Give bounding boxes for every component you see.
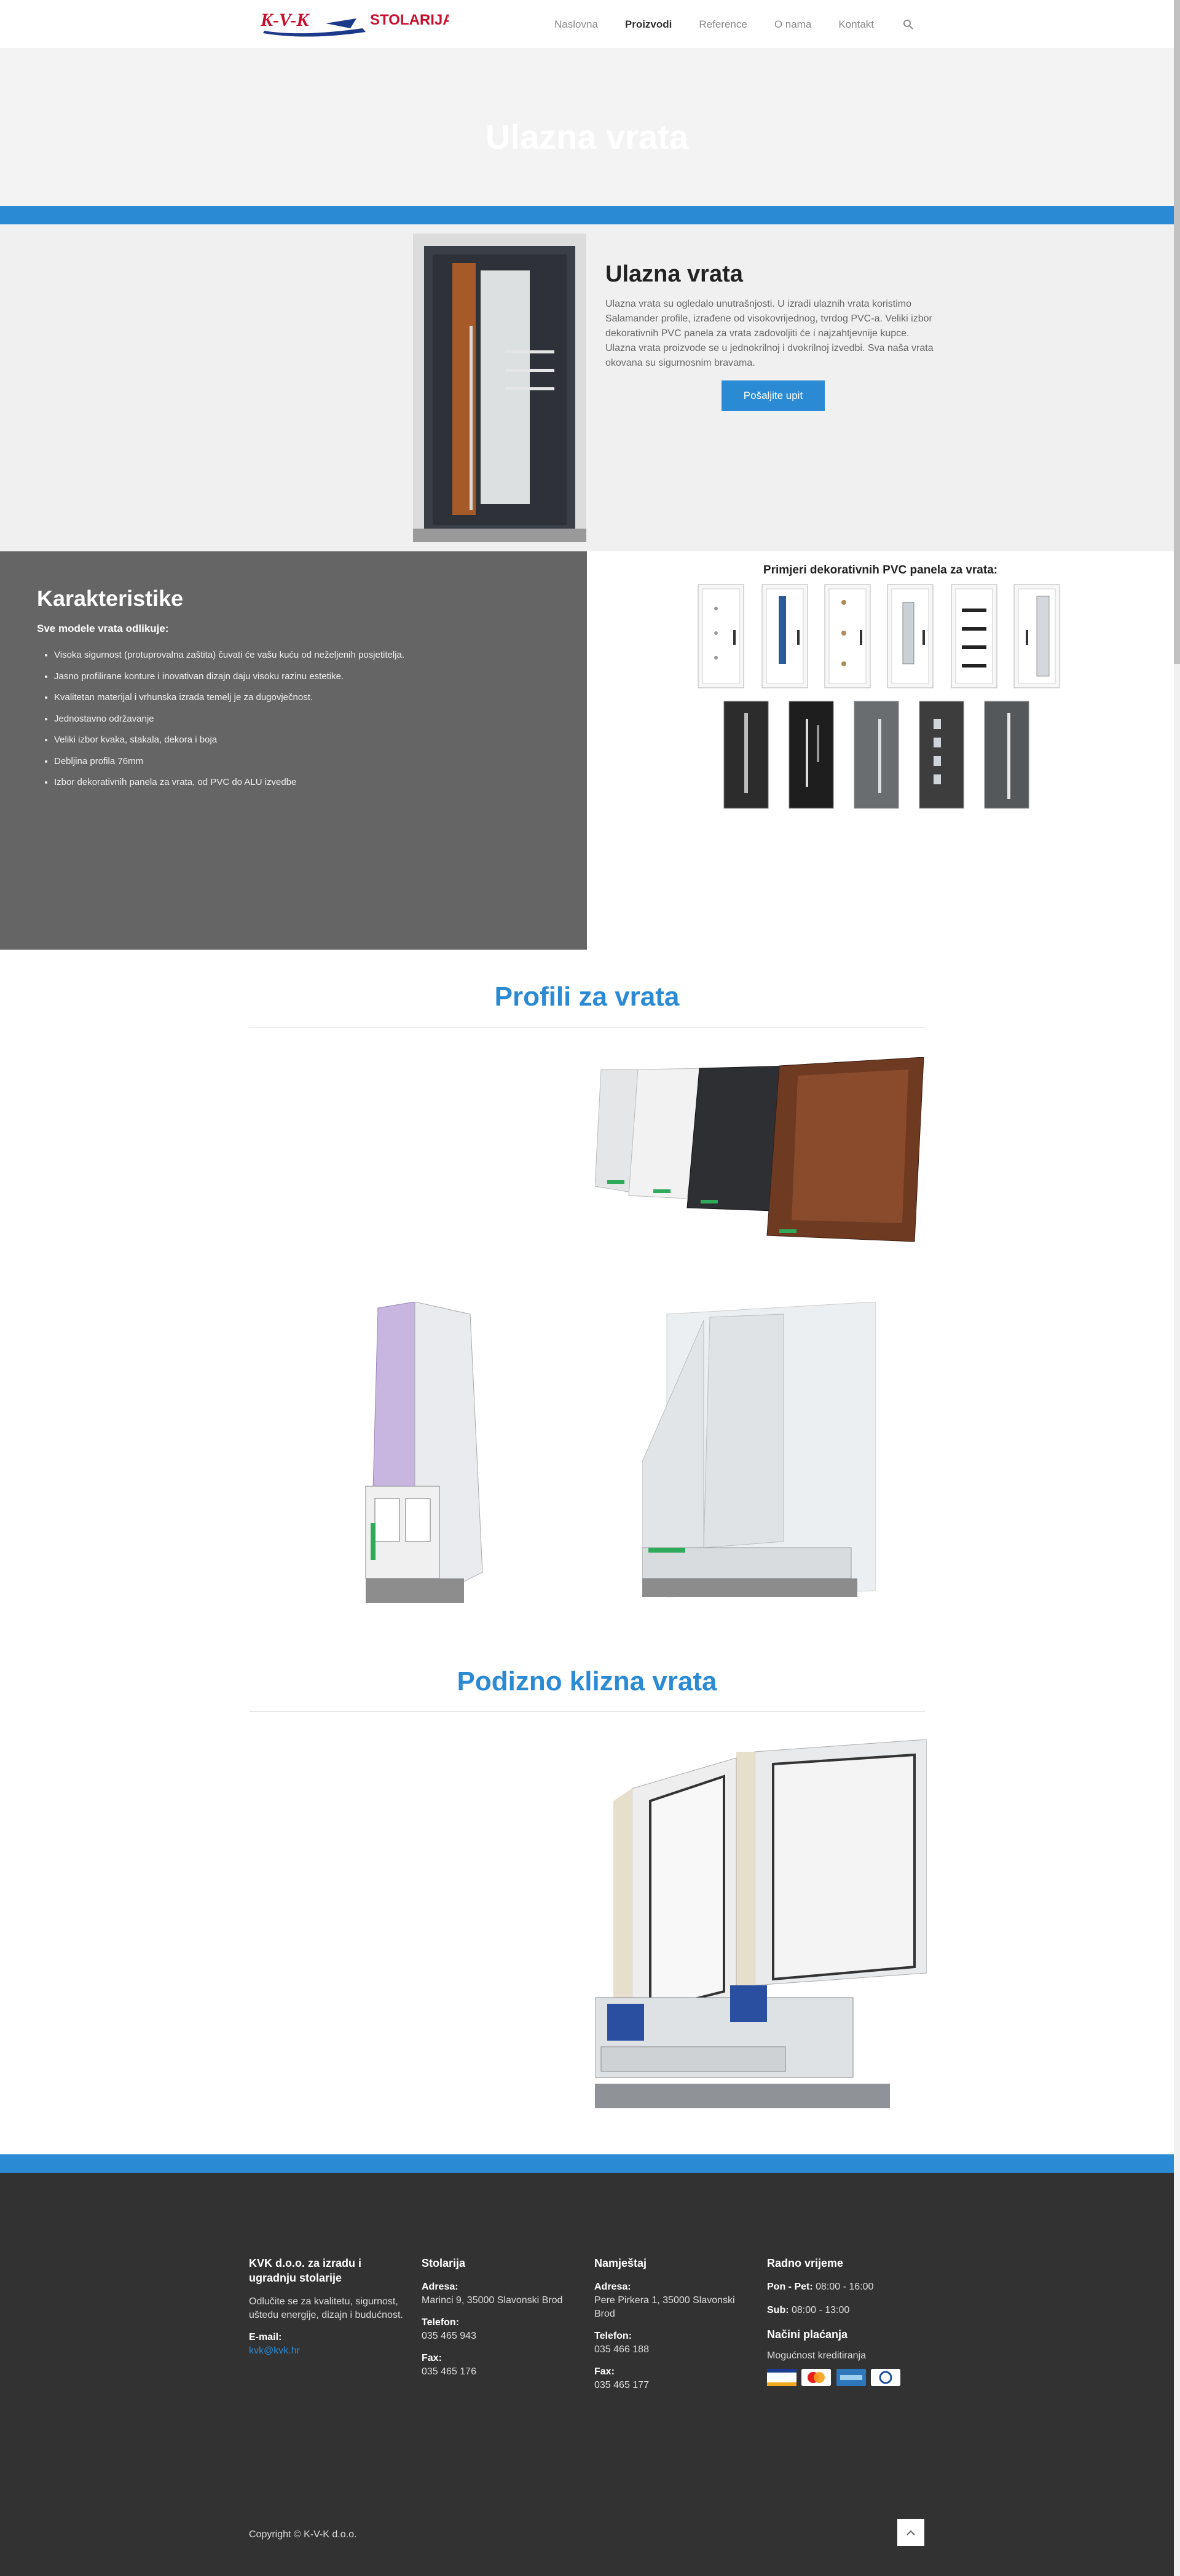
characteristics-title: Karakteristike <box>37 586 184 611</box>
svg-text:STOLARIJA: STOLARIJA <box>370 12 449 28</box>
visa-card-icon <box>767 2369 796 2386</box>
weekday-label: Pon - Pet: <box>767 2282 813 2292</box>
list-item: • Jasno profilirane konture i inovativan dizajn daju visoku razinu estetike. <box>54 666 564 688</box>
characteristics-subtitle: Sve modele vrata odlikuje: <box>37 623 169 634</box>
door-panel-thumbnail <box>951 584 997 691</box>
footer-phone-label: Telefon: <box>422 2317 460 2328</box>
footer-hours-column <box>767 2256 927 2386</box>
copyright-text: Copyright © K-V-K d.o.o. <box>249 2529 357 2540</box>
site-header <box>0 0 1180 49</box>
mastercard-icon <box>801 2369 831 2386</box>
profile-colors-image <box>595 1057 927 1250</box>
saturday-label: Sub: <box>767 2305 789 2315</box>
footer-phone: 035 466 188 <box>594 2344 649 2355</box>
sliding-doors-title: Podizno klizna vrata <box>457 1666 717 1696</box>
door-panel-thumbnail <box>1013 584 1060 691</box>
footer-email-label: E-mail: <box>249 2332 282 2342</box>
payments-title: Načini plaćanja <box>767 2328 848 2341</box>
svg-text:K-V-K: K-V-K <box>261 10 309 30</box>
footer-address: Marinci 9, 35000 Slavonski Brod <box>422 2295 563 2306</box>
door-panel-thumbnail <box>698 584 744 691</box>
footer-fax: 035 465 177 <box>594 2380 649 2390</box>
door-panel-thumbnail <box>789 701 834 811</box>
footer-stolarija-title: Stolarija <box>422 2257 466 2269</box>
list-item: • Jednostavno održavanje <box>54 709 564 730</box>
list-item: • Izbor dekorativnih panela za vrata, od PVC do ALU izvedbe <box>54 772 564 794</box>
nav-naslovna[interactable]: Naslovna <box>554 18 598 30</box>
footer-address: Pere Pirkera 1, 35000 Slavonski Brod <box>594 2295 735 2319</box>
footer-fax-label: Fax: <box>594 2366 615 2377</box>
door-panel-thumbnail <box>887 584 934 691</box>
lift-slide-door-profile-image <box>595 1739 927 2129</box>
footer-email-link[interactable]: kvk@kvk.hr <box>249 2346 300 2356</box>
panels-title: Primjeri dekorativnih PVC panela za vrata: <box>763 564 998 577</box>
page-scrollbar[interactable] <box>1174 0 1180 2576</box>
footer-address-label: Adresa: <box>594 2282 631 2292</box>
footer-address-label: Adresa: <box>422 2282 458 2292</box>
footer-company-column <box>249 2256 409 2358</box>
list-item: • Kvalitetan materijal i vrhunska izrada temelj je za dugovječnost. <box>54 687 564 709</box>
site-footer <box>0 2173 1174 2576</box>
footer-phone-label: Telefon: <box>594 2331 632 2341</box>
payment-cards <box>767 2369 927 2386</box>
section-divider <box>249 1027 925 1028</box>
door-profile-corner-image <box>642 1302 876 1612</box>
weekday-hours: 08:00 - 16:00 <box>816 2282 874 2292</box>
intro-text: Ulazna vrata su ogledalo unutrašnjosti. U izradi ulaznih vrata koristimo Salamander profile, izrađene od visokovrijednog, tvrdog PVC-a. Veliki izbor dekorativnih PVC panela za vrata zadovoljiti će i najzahtjevnije kupce. Ulazna vrata proizvode se u jednokrilnoj i dvokrilnoj izvedbi. Sva naša vrata okovana su sigurnosnim bravama. <box>605 299 934 368</box>
footer-namjestaj-column <box>594 2256 754 2392</box>
door-panel-thumbnail <box>723 701 769 811</box>
back-to-top-button[interactable] <box>897 2519 924 2546</box>
nav-reference[interactable]: Reference <box>699 18 747 30</box>
search-icon[interactable] <box>896 0 921 49</box>
send-inquiry-button[interactable]: Pošaljite upit <box>722 380 825 411</box>
door-panels-gallery <box>587 551 1174 950</box>
characteristics-panel <box>0 551 587 950</box>
saturday-hours: 08:00 - 13:00 <box>792 2305 850 2315</box>
main-nav <box>541 0 921 49</box>
hero-banner <box>0 49 1174 206</box>
hero-title: Ulazna vrata <box>486 117 688 156</box>
footer-stolarija-column <box>422 2256 581 2379</box>
list-item: • Debljina profila 76mm <box>54 751 564 773</box>
door-panel-thumbnail <box>854 701 899 811</box>
blue-divider-band <box>0 2154 1174 2173</box>
footer-hours-title: Radno vrijeme <box>767 2257 844 2269</box>
nav-o-nama[interactable]: O nama <box>774 18 812 30</box>
footer-company-title: KVK d.o.o. za izradu i ugradnju stolarije <box>249 2257 362 2284</box>
scrollbar-thumb[interactable] <box>1174 0 1180 664</box>
door-profile-section-image <box>347 1302 486 1612</box>
footer-phone: 035 465 943 <box>422 2331 476 2341</box>
intro-title: Ulazna vrata <box>605 261 743 287</box>
list-item: • Visoka sigurnost (protuprovalna zaštita) čuvati će vašu kuću od neželjenih posjetitelja. <box>54 645 564 666</box>
footer-fax: 035 465 176 <box>422 2366 476 2377</box>
door-panel-thumbnail <box>824 584 871 691</box>
diners-card-icon <box>871 2369 900 2386</box>
door-panel-thumbnail <box>919 701 964 811</box>
blue-divider-band <box>0 206 1174 224</box>
entrance-door-photo <box>413 234 586 542</box>
site-logo[interactable] <box>258 6 449 41</box>
profiles-title: Profili za vrata <box>494 982 680 1012</box>
intro-section <box>0 224 1174 551</box>
payments-text: Mogućnost kreditiranja <box>767 2350 866 2361</box>
footer-namjestaj-title: Namještaj <box>594 2257 647 2269</box>
nav-proizvodi[interactable]: Proizvodi <box>624 18 672 30</box>
characteristics-list <box>54 645 564 794</box>
nav-kontakt[interactable]: Kontakt <box>838 18 874 30</box>
amex-card-icon <box>836 2369 866 2386</box>
section-divider <box>249 1711 925 1712</box>
list-item: • Veliki izbor kvaka, stakala, dekora i boja <box>54 730 564 751</box>
footer-fax-label: Fax: <box>422 2353 442 2363</box>
door-panel-thumbnail <box>761 584 808 691</box>
door-panel-thumbnail <box>984 701 1029 811</box>
footer-company-text: Odlučite se za kvalitetu, sigurnost, uštedu energije, dizajn i budućnost. <box>249 2296 403 2320</box>
chevron-up-icon <box>906 2529 916 2535</box>
